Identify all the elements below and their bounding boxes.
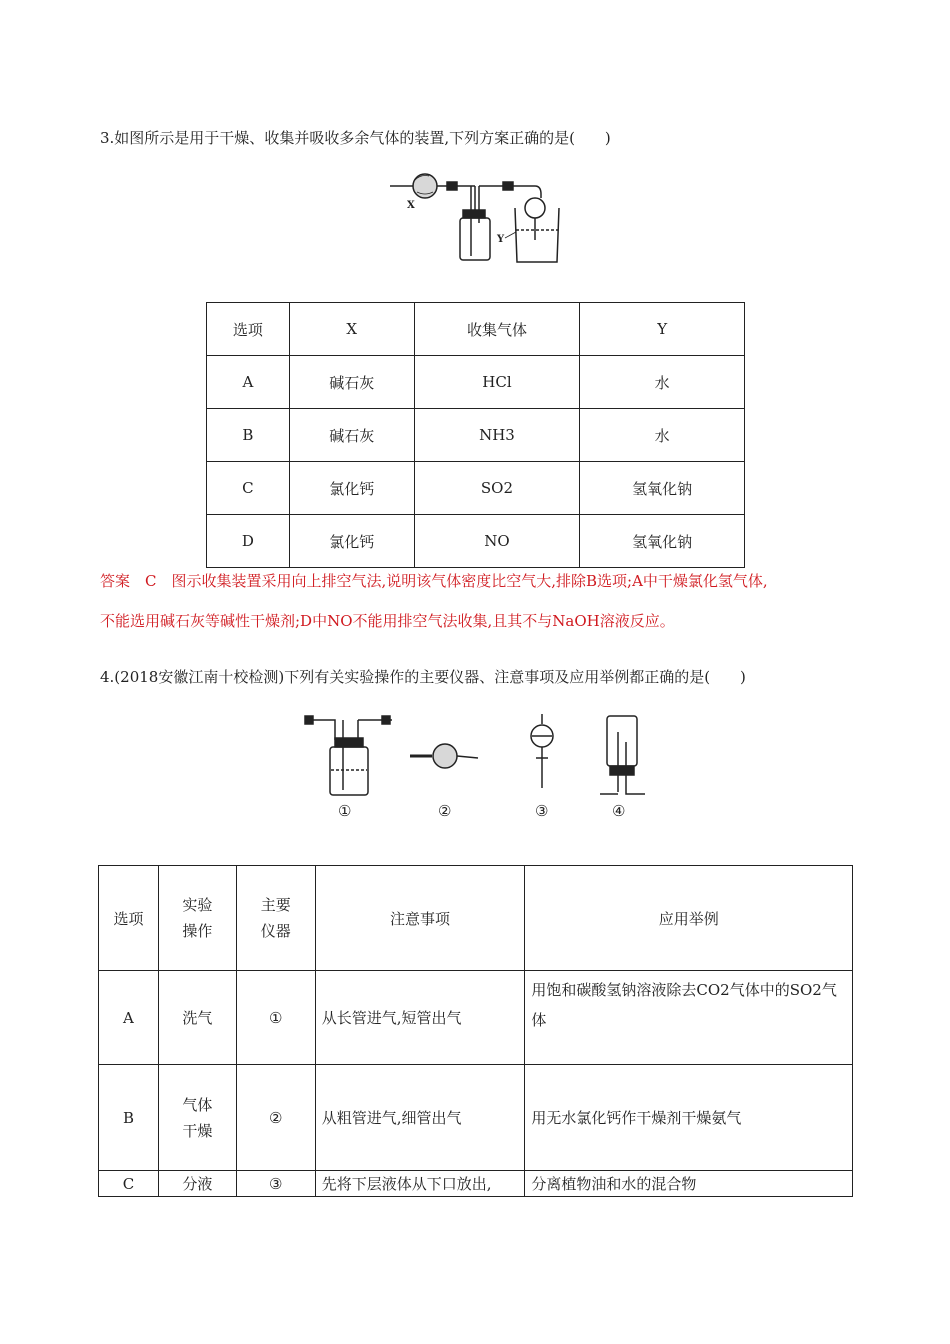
table-cell: 氢氧化钠 <box>580 462 745 515</box>
table-cell: 先将下层液体从下口放出, <box>315 1171 525 1197</box>
q4-header-op-line1: 实验 <box>182 896 213 914</box>
table-cell: B <box>99 1065 159 1171</box>
table-cell: HCl <box>414 356 580 409</box>
q3-stem: 3.如图所示是用于干燥、收集并吸收多余气体的装置,下列方案正确的是( ) <box>100 129 611 147</box>
table-cell: B <box>207 409 290 462</box>
q4-header-instrument <box>236 866 315 971</box>
q4-figure-label-2: ② <box>438 802 452 820</box>
table-cell: 水 <box>580 409 745 462</box>
table-cell: ③ <box>236 1171 315 1197</box>
table-cell <box>158 1065 236 1171</box>
table-row <box>207 515 745 568</box>
q3-header-x: X <box>289 303 414 356</box>
q3-header-gas: 收集气体 <box>414 303 580 356</box>
table-cell: 从粗管进气,细管出气 <box>315 1065 525 1171</box>
table-row <box>99 1065 853 1171</box>
table-row <box>207 409 745 462</box>
table-cell: ① <box>236 971 315 1065</box>
q3-answer-line2: 不能选用碱石灰等碱性干燥剂;D中NO不能用排空气法收集,且其不与NaOH溶液反应。 <box>100 612 675 630</box>
table-cell: 碱石灰 <box>289 356 414 409</box>
table-cell: 洗气 <box>158 971 236 1065</box>
q3-answer-line1: 答案 C 图示收集装置采用向上排空气法,说明该气体密度比空气大,排除B选项;A中干燥氯化氢气体, <box>100 572 768 590</box>
q4-header-inst-line2: 仪器 <box>260 922 291 940</box>
table-cell: SO2 <box>414 462 580 515</box>
q4-header-op-line2: 操作 <box>182 922 213 940</box>
q4-row-a-example-line1: 用饱和碳酸氢钠溶液除去CO2气体中的SO2气 <box>531 981 837 999</box>
table-cell: 从长管进气,短管出气 <box>315 971 525 1065</box>
q4-figure-label-4: ④ <box>612 802 626 820</box>
table-cell: 水 <box>580 356 745 409</box>
q4-apparatus-figure <box>300 712 660 822</box>
q4-stem: 4.(2018安徽江南十校检测)下列有关实验操作的主要仪器、注意事项及应用举例都正确的是( ) <box>100 668 746 686</box>
table-cell: 氯化钙 <box>289 515 414 568</box>
q3-header-option: 选项 <box>207 303 290 356</box>
q3-options-table <box>206 302 745 568</box>
q4-header-notes: 注意事项 <box>315 866 525 971</box>
table-cell: NH3 <box>414 409 580 462</box>
q3-figure-label-y: Y <box>497 234 505 245</box>
table-cell: D <box>207 515 290 568</box>
table-cell: 碱石灰 <box>289 409 414 462</box>
q4-row-a-example-line2: 体 <box>531 1011 547 1029</box>
table-cell: C <box>207 462 290 515</box>
q4-header-option: 选项 <box>99 866 159 971</box>
q4-header-inst-line1: 主要 <box>260 896 291 914</box>
table-cell: 分液 <box>158 1171 236 1197</box>
table-row <box>207 356 745 409</box>
q4-figure-label-1: ① <box>338 802 352 820</box>
table-cell: 氯化钙 <box>289 462 414 515</box>
table-cell <box>525 971 853 1065</box>
q4-header-example: 应用举例 <box>525 866 853 971</box>
table-cell: C <box>99 1171 159 1197</box>
q4-figure-label-3: ③ <box>535 802 549 820</box>
table-cell: ② <box>236 1065 315 1171</box>
q3-figure-label-x: X <box>407 200 415 211</box>
q4-header-operation <box>158 866 236 971</box>
table-cell: A <box>99 971 159 1065</box>
table-row <box>99 971 853 1065</box>
table-cell: 分离植物油和水的混合物 <box>525 1171 853 1197</box>
q3-header-y: Y <box>580 303 745 356</box>
table-cell: 氢氧化钠 <box>580 515 745 568</box>
table-row <box>99 1171 853 1197</box>
q4-options-table <box>98 865 853 1197</box>
q3-apparatus-figure <box>385 168 565 268</box>
table-cell: NO <box>414 515 580 568</box>
table-row <box>207 462 745 515</box>
table-cell: 用无水氯化钙作干燥剂干燥氨气 <box>525 1065 853 1171</box>
q4-row-b-op-line2: 干燥 <box>182 1121 213 1140</box>
q4-row-b-op-line1: 气体 <box>182 1095 213 1114</box>
table-cell: A <box>207 356 290 409</box>
